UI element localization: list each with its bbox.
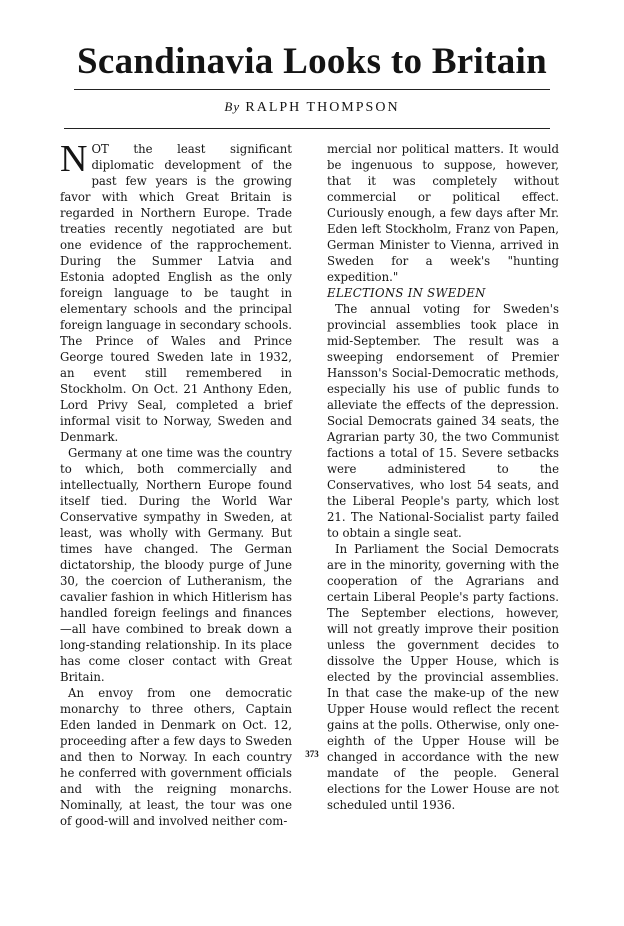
lead-word: OT	[91, 142, 109, 156]
paragraph-text: the least significant diplomatic development of the past few years is the growing favor with which Great Britain is regarded in Northern Europe. Trade treaties recently negotiated are but one evidence of the rapprochement. During the Summer Latvia and Estonia adopted English as the only foreign language to be taught in elementary schools and the principal foreign language in secondary schools. The Prince of Wales and Prince George toured Sweden late in 1932, an event still remembered in Stockholm. On Oct. 21 Anthony Eden, Lord Privy Seal, completed a brief informal visit to Norway, Sweden and Denmark.	[60, 142, 292, 444]
title-rule	[74, 89, 550, 90]
paragraph: Germany at one time was the country to which, both commercially and intellectually, Northern Europe found itself tied. During the World War Conservative sympathy in Sweden, at least, was wholly with Germany. But times have changed. The German dictatorship, the bloody purge of June 30, the coercion of Lutheranism, the cavalier fashion in which Hitlerism has handled foreign feelings and finances—all have combined to break down a long-standing relationship. In its place has come closer contact with Great Britain.	[60, 446, 292, 684]
drop-cap: N	[60, 138, 88, 180]
paragraph: mercial nor political matters. It would be ingenuous to suppose, however, that it was completely without commercial or political effect. Curiously enough, a few days after Mr. Eden left Stockholm, Franz von Papen, German Minister to Vienna, arrived in Sweden for a week's "hunting expedition."	[327, 142, 559, 284]
page-number: 373	[305, 749, 319, 759]
right-column	[327, 141, 559, 813]
byline-author: RALPH THOMPSON	[245, 100, 400, 115]
paragraph: The annual voting for Sweden's provincial assemblies took place in mid-September. The result was a sweeping endorsement of Premier Hansson's Social-Democratic methods, especially his use of public funds to alleviate the effects of the depression. Social Democrats gained 34 seats, the Agrarian party 30, the two Communist factions a total of 15. Severe setbacks were administered to the Conservatives, who lost 54 seats, and the Liberal People's party, which lost 21. The National-Socialist party failed to obtain a single seat.	[327, 302, 559, 540]
left-column	[60, 138, 292, 829]
byline-by: By	[224, 99, 241, 114]
byline-rule	[64, 128, 550, 129]
paragraph	[60, 138, 292, 445]
section-heading: ELECTIONS IN SWEDEN	[327, 286, 486, 300]
article-title: Scandinavia Looks to Britain	[77, 41, 547, 82]
paragraph: An envoy from one democratic monarchy to three others, Captain Eden landed in Denmark on Oct. 12, proceeding after a few days to Sweden and then to Norway. In each country he conferred with government officials and with the reigning monarchs. Nominally, at least, the tour was one of good-will and involved neither com-	[60, 686, 292, 828]
paragraph: In Parliament the Social Democrats are in the minority, governing with the cooperation of the Agrarians and certain Liberal People's party factions. The September elections, however, will not greatly improve their position unless the government decides to dissolve the Upper House, which is elected by the provincial assemblies. In that case the make-up of the new Upper House would reflect the recent gains at the polls. Otherwise, only one-eighth of the Upper House will be changed in accordance with the new mandate of the people. General elections for the Lower House are not scheduled until 1936.	[327, 542, 559, 812]
byline	[0, 99, 624, 116]
